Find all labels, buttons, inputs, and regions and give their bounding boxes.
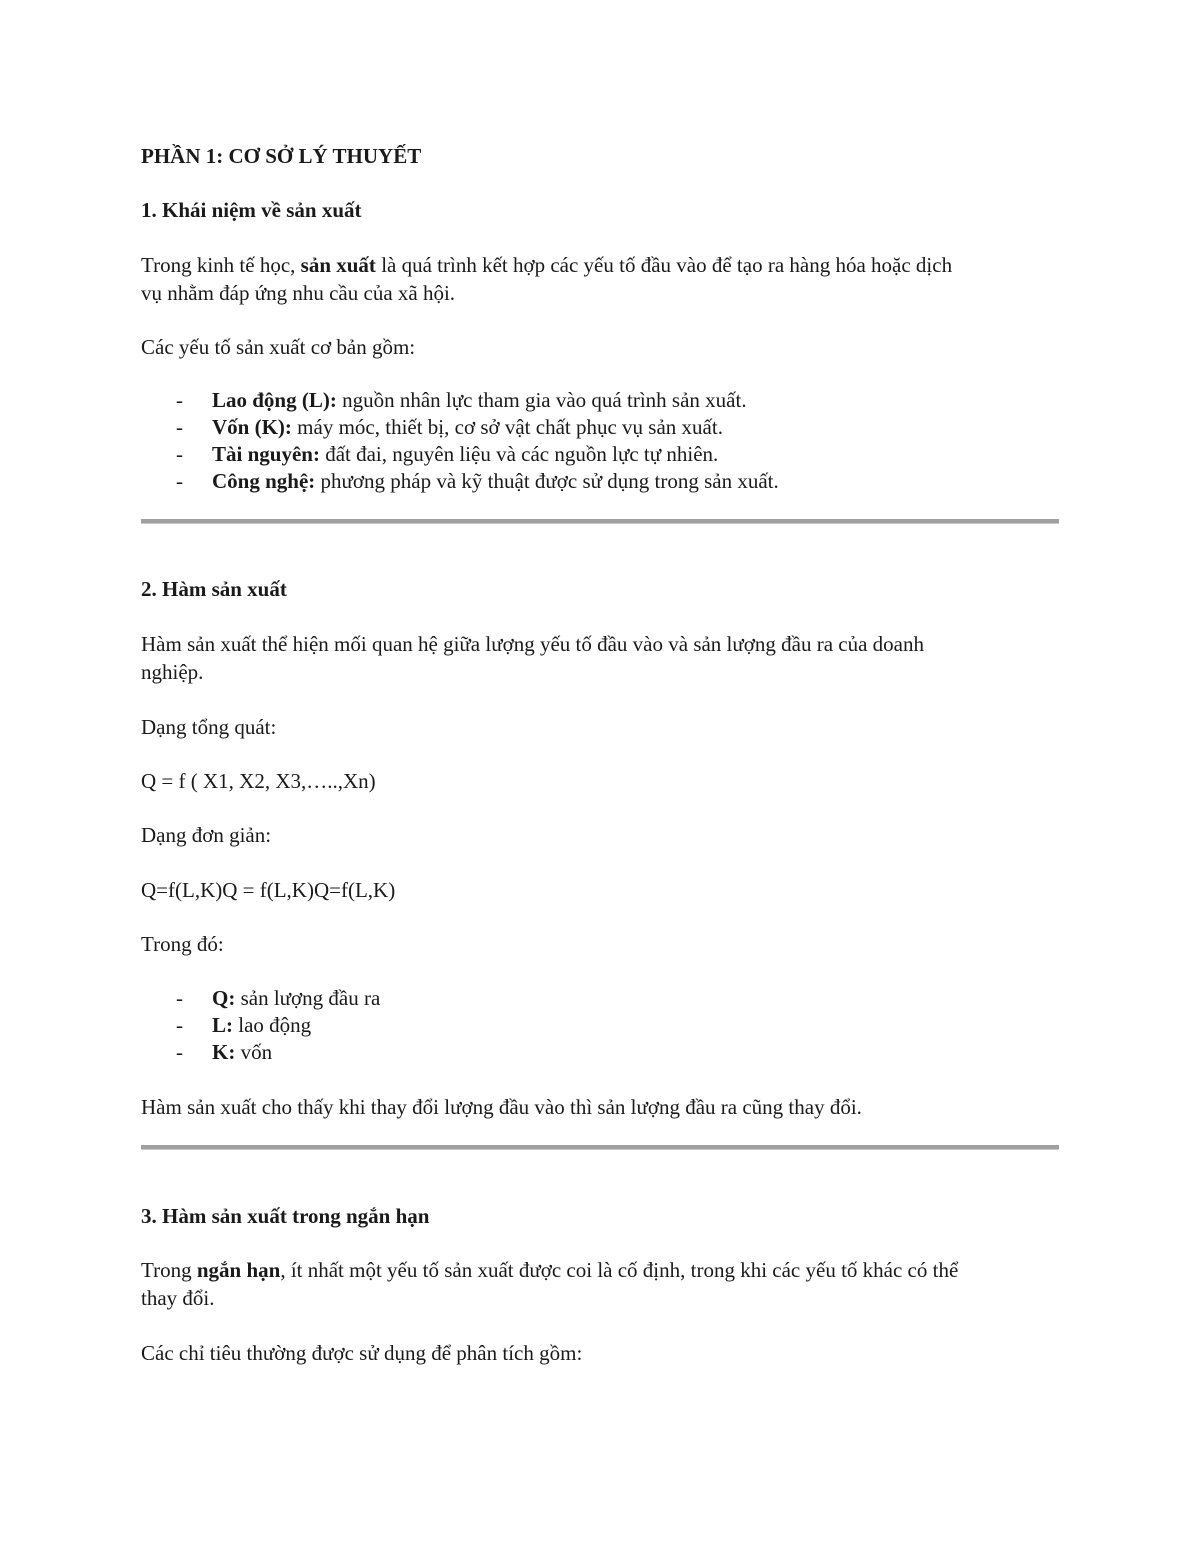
list-item-text: nguồn nhân lực tham gia vào quá trình sản xuất.: [336, 388, 747, 412]
general-form-label: Dạng tổng quát:: [141, 715, 277, 739]
list-item-text: phương pháp và kỹ thuật được sử dụng trong sản xuất.: [315, 469, 779, 493]
section3-para-bold: ngắn hạn: [196, 1258, 281, 1282]
list-dash: -: [176, 415, 183, 439]
section2-conclusion: Hàm sản xuất cho thấy khi thay đổi lượng đầu vào thì sản lượng đầu ra cũng thay đổi.: [141, 1095, 862, 1119]
section3-paragraph-line1: [141, 1256, 958, 1284]
section1-paragraph-line2: vụ nhằm đáp ứng nhu cầu của xã hội.: [141, 281, 456, 305]
where-label: Trong đó:: [141, 932, 224, 956]
section1-para-pre: Trong kinh tế học,: [141, 253, 301, 277]
section3-intro: Các chỉ tiêu thường được sử dụng để phân tích gồm:: [141, 1341, 583, 1365]
list-dash: -: [176, 1013, 183, 1037]
section3-paragraph-line2: thay đổi.: [141, 1286, 215, 1310]
part-title: PHẦN 1: CƠ SỞ LÝ THUYẾT: [141, 144, 422, 168]
section1-para-post: là quá trình kết hợp các yếu tố đầu vào để tạo ra hàng hóa hoặc dịch: [375, 253, 953, 277]
list-item-label: Công nghệ:: [212, 469, 316, 493]
list-item-label: Vốn (K):: [212, 415, 292, 439]
section2-paragraph-line1: Hàm sản xuất thể hiện mối quan hệ giữa lượng yếu tố đầu vào và sản lượng đầu ra của doanh: [141, 632, 924, 656]
list-dash: -: [176, 469, 183, 493]
list-item-label: Tài nguyên:: [212, 442, 320, 466]
section1-intro: Các yếu tố sản xuất cơ bản gồm:: [141, 335, 416, 359]
list-item-label: K:: [212, 1040, 236, 1064]
list-item-label: Lao động (L):: [212, 388, 337, 412]
horizontal-divider: [141, 1145, 1059, 1150]
horizontal-divider: [141, 519, 1059, 524]
list-item-label: L:: [212, 1013, 233, 1037]
list-dash: -: [176, 986, 183, 1010]
list-item-text: lao động: [233, 1013, 312, 1037]
simple-form-label: Dạng đơn giản:: [141, 823, 272, 847]
section3-heading: 3. Hàm sản xuất trong ngắn hạn: [141, 1204, 430, 1228]
section1-heading: 1. Khái niệm về sản xuất: [141, 198, 362, 222]
general-formula: Q = f ( X1, X2, X3,…..,Xn): [141, 769, 376, 793]
list-item-label: Q:: [212, 986, 236, 1010]
section1-para-bold: sản xuất: [300, 253, 376, 277]
section2-paragraph-line2: nghiệp.: [141, 660, 204, 684]
section3-para-post: , ít nhất một yếu tố sản xuất được coi là cố định, trong khi các yếu tố khác có thể: [280, 1258, 959, 1282]
list-item-text: vốn: [235, 1040, 273, 1064]
list-dash: -: [176, 442, 183, 466]
section2-heading: 2. Hàm sản xuất: [141, 577, 287, 601]
section1-paragraph-line1: [141, 251, 952, 279]
section3-para-pre: Trong: [141, 1258, 197, 1282]
list-item-text: sản lượng đầu ra: [235, 986, 381, 1010]
simple-formula: Q=f(L,K)Q = f(L,K)Q=f(L,K): [141, 878, 396, 902]
list-item-text: máy móc, thiết bị, cơ sở vật chất phục vụ sản xuất.: [291, 415, 723, 439]
list-dash: -: [176, 388, 183, 412]
list-dash: -: [176, 1040, 183, 1064]
list-item-text: đất đai, nguyên liệu và các nguồn lực tự nhiên.: [319, 442, 719, 466]
